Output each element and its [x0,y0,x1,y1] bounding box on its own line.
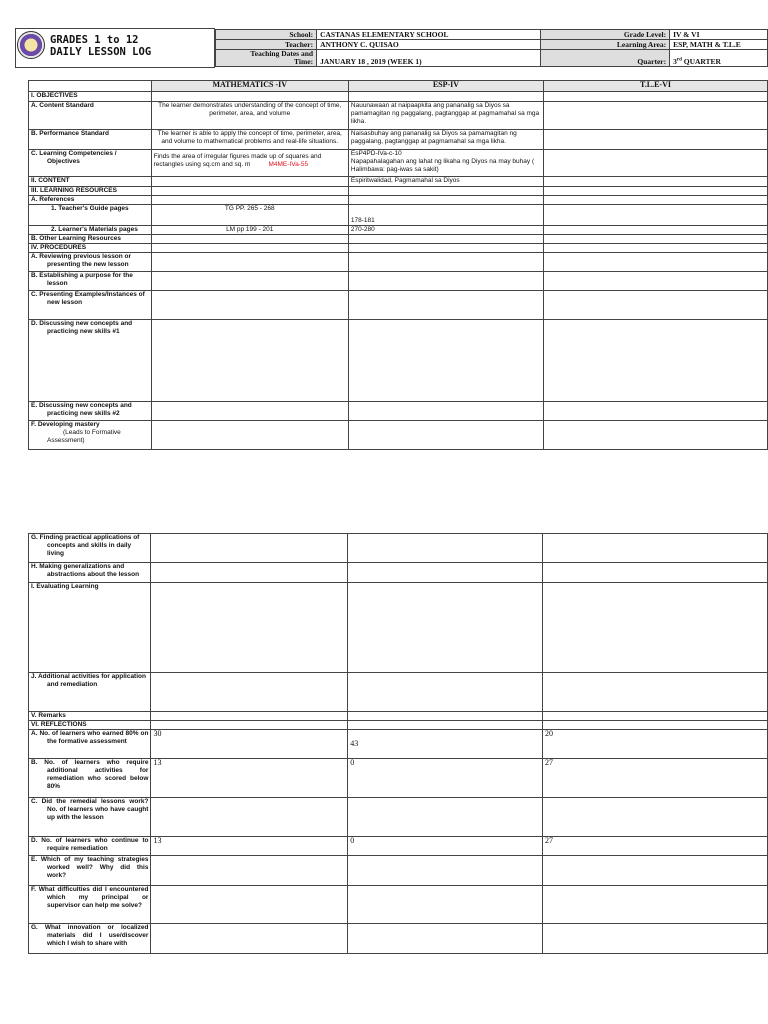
row-performance-standard: B. Performance Standard [29,130,152,150]
teacher-label: Teacher: [216,40,317,50]
row-procedure-e: E. Discussing new concepts and practicing new skills #2 [29,402,152,421]
esp-competencies: EsP4PD-IVa-c-10 Napapahalagahan ang lahat ng likaha ng Diyos na may buhay ( Halimbawa: pag-iwas sa sakit) [348,150,543,177]
row-tg-pages: 1. Teacher's Guide pages [29,205,152,226]
row-procedure-i: I. Evaluating Learning [29,583,151,673]
math-reflection-b: 13 [151,759,348,798]
quarter-label: Quarter: [540,50,669,67]
math-content-standard: The learner demonstrates understanding of the concept of time, perimeter, area, and volume [151,102,348,130]
lesson-log-table-part2 [28,533,768,954]
row-reflections: VI. REFLECTIONS [29,721,151,730]
esp-lm-pages: 270-280 [348,226,543,235]
row-procedures: IV. PROCEDURES [29,244,152,253]
row-reflection-f: F. What difficulties did I encountered which my principal or supervisor can help me solve? [29,886,151,924]
row-procedure-j: J. Additional activities for application and remediation [29,673,151,712]
learning-area-label: Learning Area: [540,40,669,50]
row-reflection-a: A. No. of learners who earned 80% on the formative assessment [29,730,151,759]
row-procedure-g: G. Finding practical applications of concepts and skills in daily living [29,534,151,563]
esp-content: Espiritwalidad, Pagmamahal sa Diyos [348,177,543,187]
row-reflection-c: C. Did the remedial lessons work? No. of learners who have caught up with the lesson [29,798,151,837]
math-performance-standard: The learner is able to apply the concept of time, perimeter, area, and volume to mathematical problems and real-life situations. [151,130,348,150]
esp-tg-pages: 178-181 [348,205,543,226]
tle-reflection-b: 27 [543,759,768,798]
teacher-value: ANTHONY C. QUISAO [317,40,541,50]
math-reflection-d: 13 [151,837,348,856]
row-reflection-e: E. Which of my teaching strategies worked well? Why did this work? [29,856,151,886]
row-other-resources: B. Other Learning Resources [29,235,152,244]
teaching-dates-label: Teaching Dates and Time: [216,50,317,67]
grade-level-label: Grade Level: [540,30,669,40]
form-title-line2: DAILY LESSON LOG [50,46,152,58]
row-references: A. References [29,196,152,205]
grade-level-value: IV & VI [670,30,768,40]
math-competency-code: M4ME-IVa-55 [268,161,309,168]
column-header-esp: ESP-IV [348,81,543,92]
row-content-standard: A. Content Standard [29,102,152,130]
row-content: II. CONTENT [29,177,152,187]
esp-content-standard: Nauunawaan at naipaapkita ang pananalig sa Diyos sa pamamagitan ng paggalang, pagtanggap at pagmamahal sa mga likha. [348,102,543,130]
row-reflection-g: G. What innovation or localized materials did I use/discover which I wish to share with [29,924,151,954]
row-procedure-a: A. Reviewing previous lesson or presenting the new lesson [29,253,152,272]
quarter-value: 3rd QUARTER [670,50,768,67]
row-reflection-d: D. No. of learners who continue to require remediation [29,837,151,856]
tle-reflection-a: 20 [543,730,768,759]
form-title-line1: GRADES 1 to 12 [50,34,139,46]
math-reflection-a: 30 [151,730,348,759]
column-header-math: MATHEMATICS -IV [151,81,348,92]
school-value: CASTANAS ELEMENTARY SCHOOL [317,30,541,40]
math-competencies: Finds the area of irregular figures made up of squares and rectangles using sq.cm and sq. m M4ME-IVa-55 [151,150,348,177]
row-procedure-b: B. Establishing a purpose for the lesson [29,272,152,291]
header-info-table [215,29,768,67]
row-lm-pages: 2. Learner's Materials pages [29,226,152,235]
learning-area-value: ESP, MATH & T.L.E [670,40,768,50]
esp-performance-standard: Naisasbuhay ang pananalig sa Diyos sa pamamagitan ng paggalang, pagtanggap at pagmamahal sa mga likha. [348,130,543,150]
deped-seal-icon [17,31,45,59]
row-reflection-b: B. No. of learners who require additional activities for remediation who scored below 80% [29,759,151,798]
esp-reflection-a: 43 [348,730,543,759]
school-label: School: [216,30,317,40]
teaching-dates-value: JANUARY 18 , 2019 (WEEK 1) [317,50,541,67]
row-procedure-h: H. Making generalizations and abstractions about the lesson [29,563,151,583]
row-remarks: V. Remarks [29,712,151,721]
row-learning-resources: III. LEARNING RESOURCES [29,187,152,196]
row-procedure-c: C. Presenting Examples/Instances of new lesson [29,291,152,320]
row-procedure-d: D. Discussing new concepts and practicing new skills #1 [29,320,152,402]
row-objectives: I. OBJECTIVES [29,92,152,102]
row-competencies: C. Learning Competencies / Objectives [29,150,152,177]
math-lm-pages: LM pp 199 - 201 [151,226,348,235]
row-procedure-f: F. Developing mastery (Leads to Formative Assessment) [29,421,152,450]
esp-reflection-b: 0 [348,759,543,798]
tle-reflection-d: 27 [543,837,768,856]
esp-reflection-d: 0 [348,837,543,856]
column-header-tle: T.L.E-VI [544,81,768,92]
lesson-log-table-part1 [28,80,768,450]
math-tg-pages: TG PP. 265 - 268 [151,205,348,226]
